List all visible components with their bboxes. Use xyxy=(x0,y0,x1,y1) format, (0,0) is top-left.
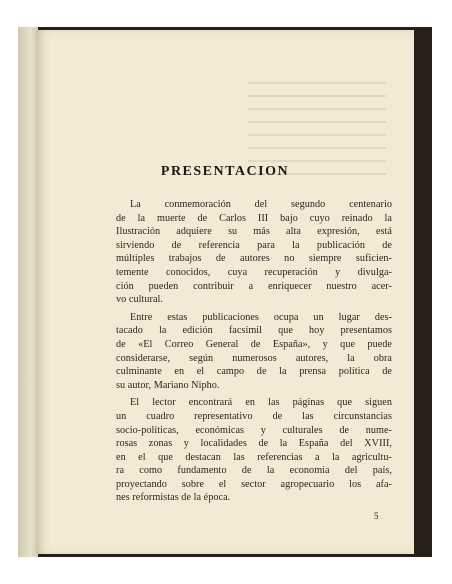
text-line: su autor, Mariano Nipho. xyxy=(116,379,220,391)
page-number: 5 xyxy=(374,511,379,521)
text-line: nes reformistas de la época. xyxy=(116,492,231,504)
page-heading: PRESENTACION xyxy=(160,164,290,179)
paragraph-3 xyxy=(116,396,392,505)
text-line: Entre estas publicaciones ocupa un lugar des- xyxy=(130,311,392,323)
text-line: El lector encontrará en las páginas que siguen xyxy=(130,397,392,409)
text-line: sirviendo de referencia para la publicación de xyxy=(116,239,392,251)
text-line: considerarse, según numerosos autores, la obra xyxy=(116,352,392,364)
text-line: tacado la edición facsímil que hoy presentamos xyxy=(116,325,392,337)
paragraph-2 xyxy=(116,311,392,393)
text-line: de «El Correo General de España», y que puede xyxy=(116,338,392,350)
text-line: temente conocidos, cuya recuperación y divulga- xyxy=(116,266,392,278)
text-line: Ilustración adquiere su más alta expresión, está xyxy=(116,226,392,238)
text-line: socio-políticas, económicas y culturales de nume- xyxy=(116,424,392,436)
text-line: culminante en el campo de la prensa política de xyxy=(116,366,392,378)
text-line: vo cultural. xyxy=(116,294,163,306)
paragraph-1 xyxy=(116,198,392,307)
text-line: ción pueden contribuir a enriquecer nuestro acer- xyxy=(116,280,392,292)
book-cover-edge xyxy=(18,27,38,557)
text-line: en el que destacan las referencias a la agricultu- xyxy=(116,451,392,463)
text-line: de la muerte de Carlos III bajo cuyo reinado la xyxy=(116,212,392,224)
body-text xyxy=(116,198,392,509)
book-page xyxy=(36,30,414,554)
text-line: ra como fundamento de la economía del país, xyxy=(116,465,392,477)
text-line: rosas zonas y localidades de la España del XVIII, xyxy=(116,438,392,450)
text-line: un cuadro representativo de las circunstancias xyxy=(116,410,392,422)
text-line: múltiples trabajos de autores no siempre suficien- xyxy=(116,253,392,265)
text-line: La conmemoración del segundo centenario xyxy=(130,199,392,210)
text-line: proyectando sobre el sector agropecuario los afa- xyxy=(116,478,392,490)
